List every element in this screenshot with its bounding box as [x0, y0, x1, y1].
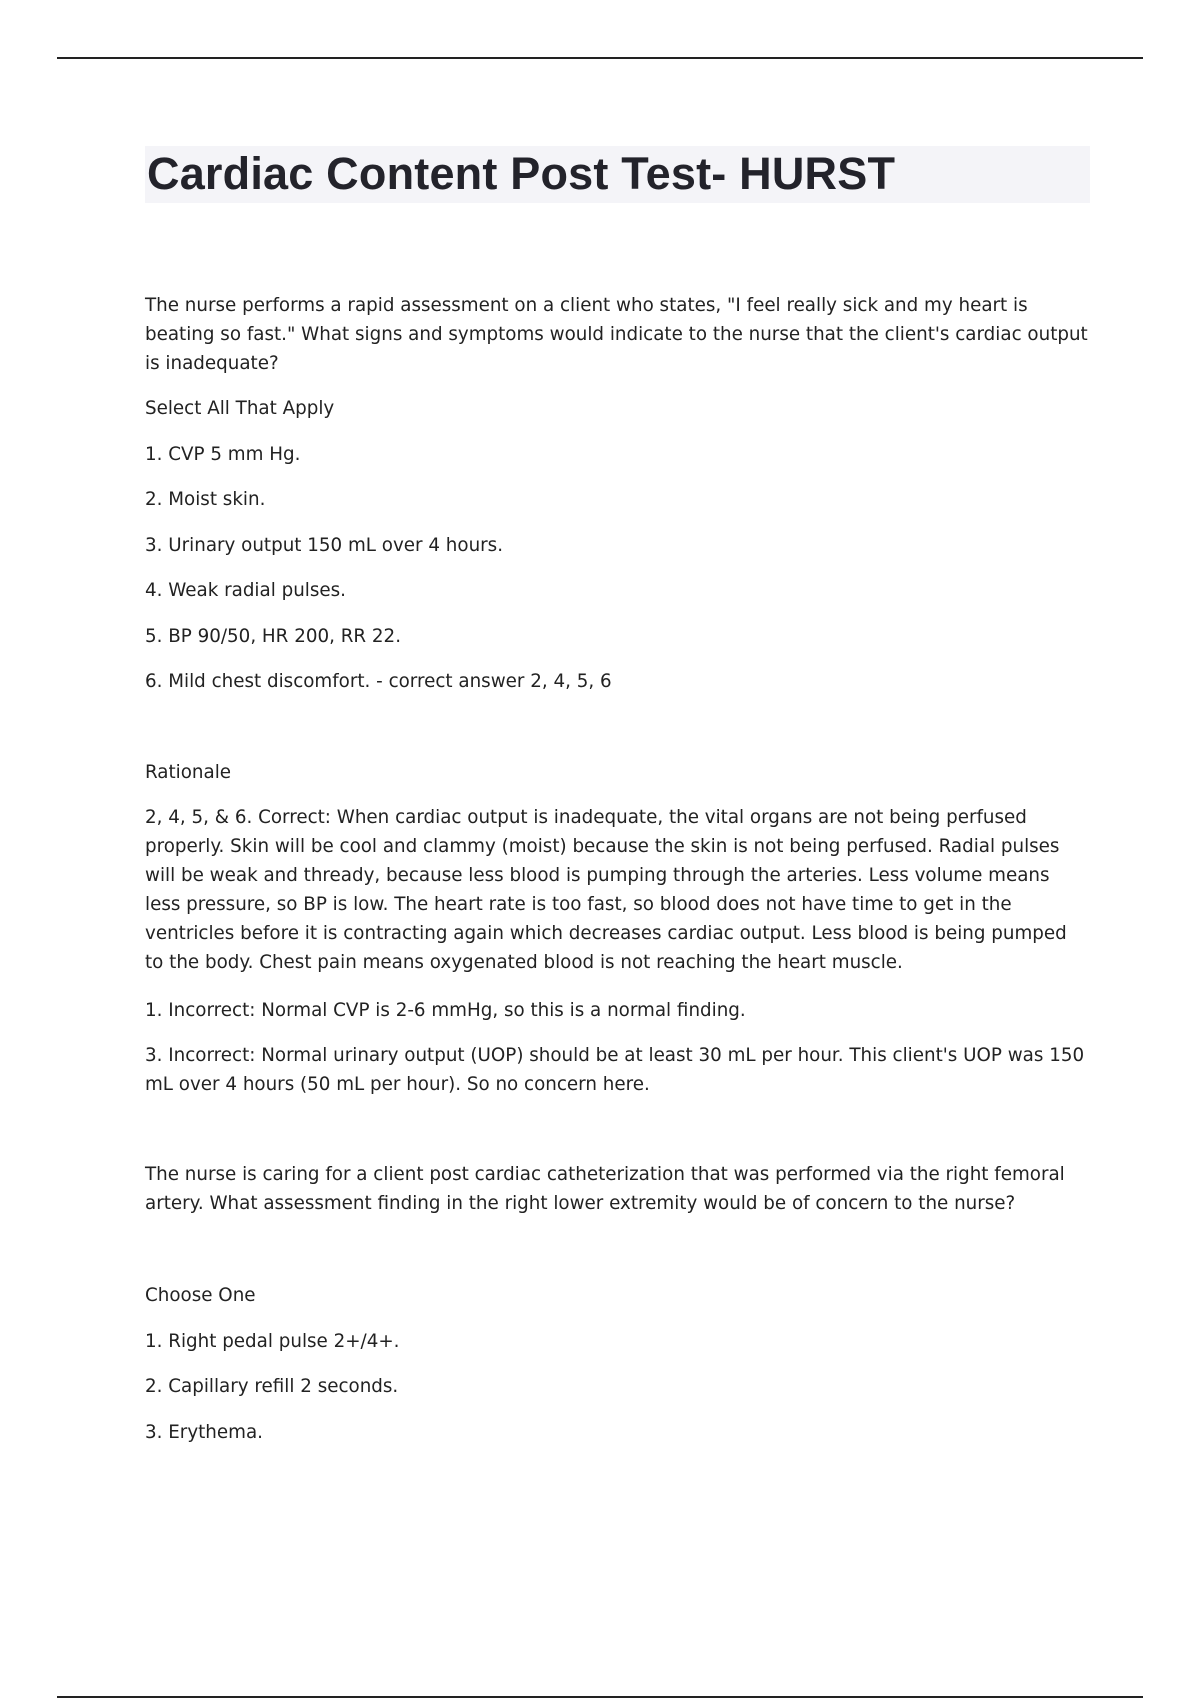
question-2-option: 1. Right pedal pulse 2+/4+.	[145, 1331, 400, 1352]
question-1-stem: The nurse performs a rapid assessment on a client who states, "I feel really sick and my heart is beating so fast." What signs and symptoms would indicate to the nurse that the client's cardiac output is inadequate?	[145, 295, 1088, 374]
rationale-incorrect-1: 1. Incorrect: Normal CVP is 2-6 mmHg, so this is a normal finding.	[145, 1000, 746, 1021]
question-1-option: 2. Moist skin.	[145, 489, 266, 510]
top-rule	[57, 57, 1143, 59]
question-2-option: 2. Capillary refill 2 seconds.	[145, 1376, 399, 1397]
question-2-option: 3. Erythema.	[145, 1422, 263, 1443]
rationale-incorrect-3: 3. Incorrect: Normal urinary output (UOP) should be at least 30 mL per hour. This client's UOP was 150 mL over 4 hours (50 mL per hour). So no concern here.	[145, 1045, 1085, 1095]
page-title: Cardiac Content Post Test- HURST	[147, 148, 896, 199]
question-1-option-with-answer: 6. Mild chest discomfort. - correct answer 2, 4, 5, 6	[145, 671, 612, 692]
rationale-heading: Rationale	[145, 762, 232, 783]
title-banner	[145, 146, 1090, 203]
question-1-option: 1. CVP 5 mm Hg.	[145, 444, 301, 465]
rationale-correct: 2, 4, 5, & 6. Correct: When cardiac output is inadequate, the vital organs are not being perfused properly. Skin will be cool and clammy (moist) because the skin is not being perfused. Radial pulses will be weak and thready, because less blood is pumping through the arteries. Less volume means less pressure, so BP is low. The heart rate is too fast, so blood does not have time to get in the ventricles before it is contracting again which decreases cardiac output. Less blood is being pumped to the body. Chest pain means oxygenated blood is not reaching the heart muscle.	[145, 807, 1067, 973]
question-2-stem: The nurse is caring for a client post cardiac catheterization that was performed via the right femoral artery. What assessment finding in the right lower extremity would be of concern to the nurse?	[145, 1164, 1065, 1214]
question-1-option: 3. Urinary output 150 mL over 4 hours.	[145, 535, 504, 556]
question-1-option: 4. Weak radial pulses.	[145, 580, 346, 601]
question-1-instruction: Select All That Apply	[145, 398, 335, 419]
bottom-rule	[57, 1696, 1143, 1698]
question-2-instruction: Choose One	[145, 1285, 256, 1306]
question-1-option: 5. BP 90/50, HR 200, RR 22.	[145, 626, 401, 647]
